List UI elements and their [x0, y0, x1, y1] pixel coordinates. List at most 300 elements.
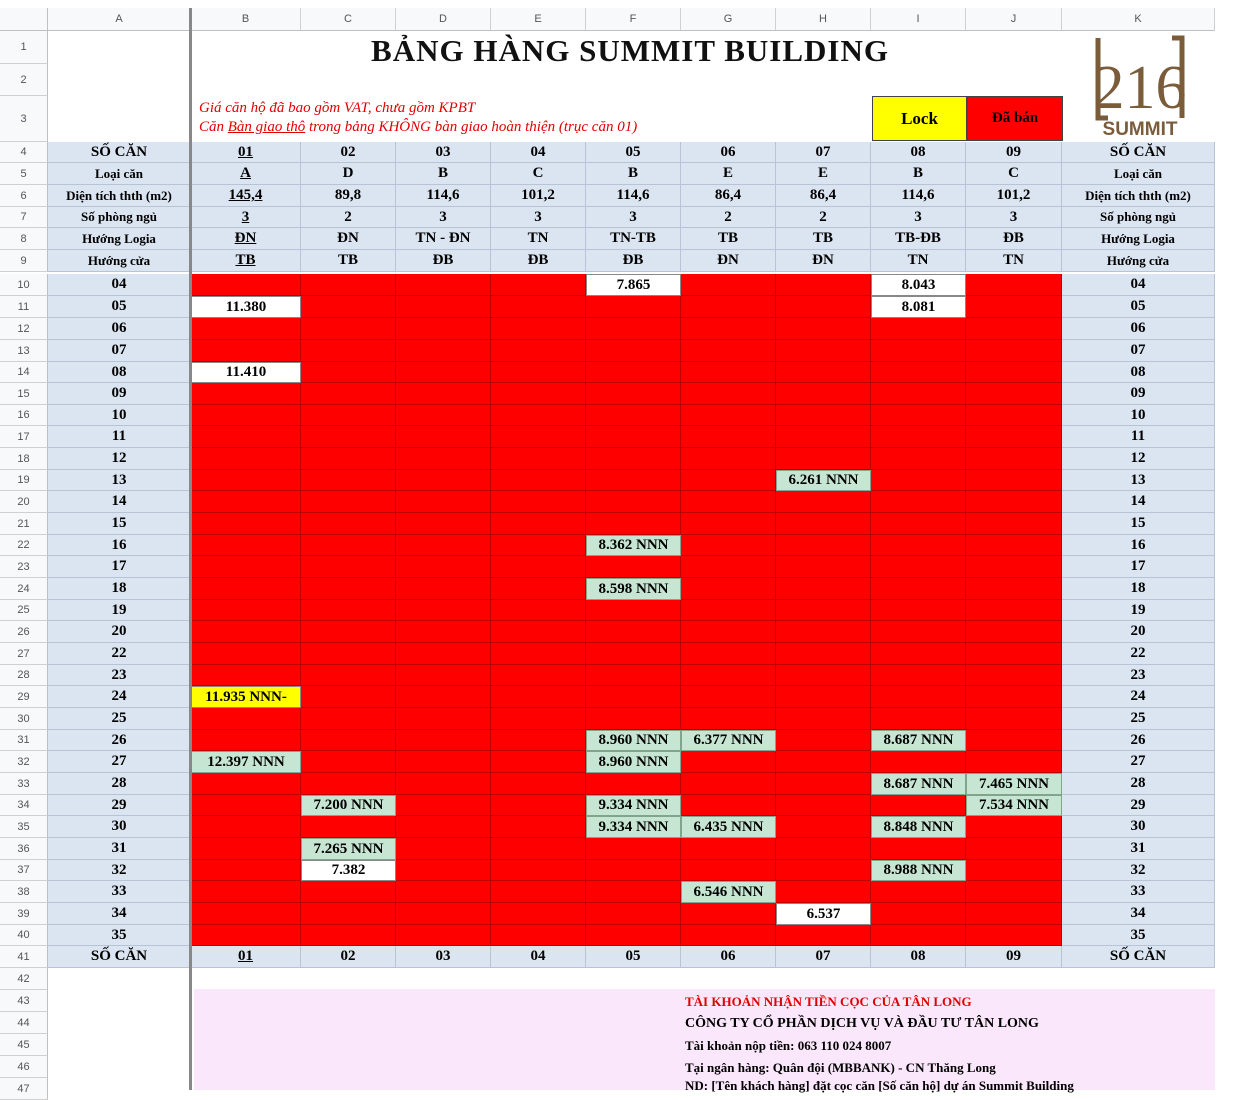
- unit-cell-sold[interactable]: [301, 773, 396, 795]
- unit-cell-sold[interactable]: [871, 881, 966, 903]
- unit-cell-sold[interactable]: [396, 405, 491, 426]
- unit-cell-sold[interactable]: [966, 643, 1062, 665]
- unit-cell-sold[interactable]: [491, 513, 586, 535]
- unit-cell-sold[interactable]: [871, 448, 966, 470]
- unit-cell-available[interactable]: 6.435 NNN: [681, 816, 776, 838]
- row-header-27[interactable]: 27: [0, 643, 48, 665]
- floor-label-right[interactable]: 34: [1062, 903, 1215, 925]
- unit-cell-sold[interactable]: [301, 686, 396, 708]
- unit-cell-sold[interactable]: [491, 795, 586, 816]
- row-header-15[interactable]: 15: [0, 383, 48, 405]
- unit-cell-sold[interactable]: [586, 448, 681, 470]
- footer-unit[interactable]: 03: [396, 946, 491, 968]
- unit-cell-available[interactable]: 8.687 NNN: [871, 730, 966, 751]
- footer-unit[interactable]: 01: [191, 946, 301, 968]
- unit-cell-sold[interactable]: [966, 274, 1062, 296]
- footer-unit[interactable]: 09: [966, 946, 1062, 968]
- unit-06-attr[interactable]: 2: [681, 207, 776, 228]
- unit-cell-sold[interactable]: [966, 296, 1062, 318]
- unit-cell-sold[interactable]: [396, 535, 491, 556]
- floor-label[interactable]: 35: [48, 925, 191, 946]
- floor-label[interactable]: 28: [48, 773, 191, 795]
- unit-cell-sold[interactable]: [776, 340, 871, 362]
- unit-cell-sold[interactable]: [191, 708, 301, 730]
- unit-cell-available[interactable]: 7.865: [586, 274, 681, 296]
- unit-cell-sold[interactable]: [191, 795, 301, 816]
- unit-cell-sold[interactable]: [776, 274, 871, 296]
- unit-06-attr[interactable]: E: [681, 163, 776, 185]
- floor-label-right[interactable]: 10: [1062, 405, 1215, 426]
- unit-cell-sold[interactable]: [966, 600, 1062, 621]
- unit-cell-sold[interactable]: [491, 362, 586, 383]
- unit-cell-sold[interactable]: [491, 751, 586, 773]
- floor-label[interactable]: 31: [48, 838, 191, 860]
- unit-cell-sold[interactable]: [776, 925, 871, 946]
- unit-cell-sold[interactable]: [966, 730, 1062, 751]
- row-header-40[interactable]: 40: [0, 925, 48, 946]
- unit-cell-sold[interactable]: [776, 795, 871, 816]
- unit-cell-sold[interactable]: [681, 491, 776, 513]
- header-label-right[interactable]: Số phòng ngủ: [1062, 207, 1215, 228]
- floor-label-right[interactable]: 12: [1062, 448, 1215, 470]
- floor-label[interactable]: 12: [48, 448, 191, 470]
- column-header-g[interactable]: G: [681, 8, 776, 31]
- unit-05-attr[interactable]: B: [586, 163, 681, 185]
- unit-cell-sold[interactable]: [301, 881, 396, 903]
- column-header-e[interactable]: E: [491, 8, 586, 31]
- unit-cell-sold[interactable]: [776, 621, 871, 643]
- unit-03-attr[interactable]: 3: [396, 207, 491, 228]
- floor-label-right[interactable]: 08: [1062, 362, 1215, 383]
- unit-cell-sold[interactable]: [396, 795, 491, 816]
- unit-cell-sold[interactable]: [871, 470, 966, 491]
- select-all-corner[interactable]: [0, 8, 48, 31]
- unit-02-attr[interactable]: TB: [301, 250, 396, 272]
- unit-09-attr[interactable]: ĐB: [966, 228, 1062, 250]
- row-header-3[interactable]: 3: [0, 96, 48, 142]
- unit-cell-sold[interactable]: [396, 730, 491, 751]
- floor-label[interactable]: 32: [48, 860, 191, 881]
- unit-cell-sold[interactable]: [776, 708, 871, 730]
- unit-cell-sold[interactable]: [396, 925, 491, 946]
- unit-cell-available[interactable]: 7.534 NNN: [966, 795, 1062, 816]
- unit-cell-sold[interactable]: [191, 860, 301, 881]
- floor-label[interactable]: 34: [48, 903, 191, 925]
- unit-cell-sold[interactable]: [191, 340, 301, 362]
- unit-cell-sold[interactable]: [586, 556, 681, 578]
- unit-cell-sold[interactable]: [966, 686, 1062, 708]
- row-header-14[interactable]: 14: [0, 362, 48, 383]
- unit-cell-sold[interactable]: [191, 816, 301, 838]
- floor-label[interactable]: 27: [48, 751, 191, 773]
- unit-07-attr[interactable]: 07: [776, 142, 871, 163]
- row-header-47[interactable]: 47: [0, 1078, 48, 1100]
- unit-08-attr[interactable]: TN: [871, 250, 966, 272]
- unit-cell-sold[interactable]: [396, 643, 491, 665]
- row-header-16[interactable]: 16: [0, 405, 48, 426]
- unit-cell-sold[interactable]: [586, 470, 681, 491]
- unit-cell-sold[interactable]: [396, 340, 491, 362]
- unit-cell-sold[interactable]: [301, 491, 396, 513]
- unit-09-attr[interactable]: TN: [966, 250, 1062, 272]
- unit-cell-available[interactable]: 7.200 NNN: [301, 795, 396, 816]
- unit-cell-sold[interactable]: [681, 621, 776, 643]
- unit-cell-sold[interactable]: [191, 556, 301, 578]
- footer-label[interactable]: SỐ CĂN: [48, 946, 191, 968]
- unit-cell-sold[interactable]: [966, 621, 1062, 643]
- unit-cell-sold[interactable]: [396, 708, 491, 730]
- unit-cell-sold[interactable]: [191, 578, 301, 600]
- unit-cell-sold[interactable]: [191, 881, 301, 903]
- column-header-j[interactable]: J: [966, 8, 1062, 31]
- unit-03-attr[interactable]: 114,6: [396, 185, 491, 207]
- unit-08-attr[interactable]: 3: [871, 207, 966, 228]
- unit-cell-sold[interactable]: [301, 513, 396, 535]
- unit-cell-sold[interactable]: [191, 535, 301, 556]
- unit-cell-sold[interactable]: [871, 426, 966, 448]
- unit-07-attr[interactable]: 86,4: [776, 185, 871, 207]
- unit-cell-sold[interactable]: [396, 556, 491, 578]
- unit-cell-sold[interactable]: [681, 600, 776, 621]
- footer-unit[interactable]: 07: [776, 946, 871, 968]
- unit-08-attr[interactable]: 114,6: [871, 185, 966, 207]
- unit-cell-sold[interactable]: [491, 730, 586, 751]
- column-header-i[interactable]: I: [871, 8, 966, 31]
- row-header-24[interactable]: 24: [0, 578, 48, 600]
- unit-cell-sold[interactable]: [491, 773, 586, 795]
- unit-cell-sold[interactable]: [191, 903, 301, 925]
- unit-cell-sold[interactable]: [301, 426, 396, 448]
- unit-cell-sold[interactable]: [681, 535, 776, 556]
- floor-label[interactable]: 08: [48, 362, 191, 383]
- unit-08-attr[interactable]: TB-ĐB: [871, 228, 966, 250]
- unit-cell-sold[interactable]: [191, 491, 301, 513]
- unit-cell-sold[interactable]: [681, 925, 776, 946]
- column-header-a[interactable]: A: [48, 8, 191, 31]
- unit-cell-sold[interactable]: [396, 383, 491, 405]
- unit-cell-sold[interactable]: [681, 578, 776, 600]
- unit-cell-sold[interactable]: [871, 643, 966, 665]
- row-header-44[interactable]: 44: [0, 1012, 48, 1034]
- unit-cell-sold[interactable]: [871, 340, 966, 362]
- unit-cell-sold[interactable]: [491, 578, 586, 600]
- unit-cell-sold[interactable]: [491, 274, 586, 296]
- floor-label-right[interactable]: 18: [1062, 578, 1215, 600]
- unit-cell-sold[interactable]: [301, 621, 396, 643]
- unit-cell-sold[interactable]: [301, 751, 396, 773]
- unit-cell-sold[interactable]: [491, 405, 586, 426]
- unit-cell-available[interactable]: 7.265 NNN: [301, 838, 396, 860]
- column-header-b[interactable]: B: [191, 8, 301, 31]
- unit-cell-sold[interactable]: [191, 448, 301, 470]
- unit-cell-sold[interactable]: [191, 925, 301, 946]
- unit-cell-sold[interactable]: [871, 556, 966, 578]
- unit-cell-sold[interactable]: [491, 686, 586, 708]
- unit-cell-sold[interactable]: [966, 318, 1062, 340]
- floor-label[interactable]: 18: [48, 578, 191, 600]
- header-label-right[interactable]: SỐ CĂN: [1062, 142, 1215, 163]
- frozen-column-divider[interactable]: [189, 8, 192, 1090]
- unit-07-attr[interactable]: 2: [776, 207, 871, 228]
- unit-cell-sold[interactable]: [871, 621, 966, 643]
- row-header-4[interactable]: 4: [0, 142, 48, 163]
- unit-cell-sold[interactable]: [396, 470, 491, 491]
- unit-04-attr[interactable]: C: [491, 163, 586, 185]
- floor-label[interactable]: 04: [48, 274, 191, 296]
- floor-label-right[interactable]: 33: [1062, 881, 1215, 903]
- unit-cell-sold[interactable]: [871, 600, 966, 621]
- unit-cell-sold[interactable]: [871, 318, 966, 340]
- row-header-43[interactable]: 43: [0, 990, 48, 1012]
- unit-cell-sold[interactable]: [871, 383, 966, 405]
- unit-07-attr[interactable]: TB: [776, 228, 871, 250]
- unit-cell-sold[interactable]: [776, 686, 871, 708]
- unit-cell-sold[interactable]: [776, 665, 871, 686]
- unit-cell-sold[interactable]: [301, 903, 396, 925]
- floor-label-right[interactable]: 23: [1062, 665, 1215, 686]
- unit-cell-sold[interactable]: [301, 383, 396, 405]
- header-label-right[interactable]: Loại căn: [1062, 163, 1215, 185]
- unit-01-attr[interactable]: 01: [191, 142, 301, 163]
- unit-cell-sold[interactable]: [966, 578, 1062, 600]
- column-header-h[interactable]: H: [776, 8, 871, 31]
- unit-cell-sold[interactable]: [491, 708, 586, 730]
- floor-label-right[interactable]: 26: [1062, 730, 1215, 751]
- unit-09-attr[interactable]: 3: [966, 207, 1062, 228]
- unit-cell-sold[interactable]: [966, 881, 1062, 903]
- unit-cell-sold[interactable]: [871, 686, 966, 708]
- floor-label[interactable]: 07: [48, 340, 191, 362]
- unit-cell-sold[interactable]: [301, 470, 396, 491]
- unit-cell-sold[interactable]: [301, 318, 396, 340]
- row-header-22[interactable]: 22: [0, 535, 48, 556]
- row-header-11[interactable]: 11: [0, 296, 48, 318]
- unit-04-attr[interactable]: TN: [491, 228, 586, 250]
- unit-cell-sold[interactable]: [491, 556, 586, 578]
- unit-cell-sold[interactable]: [871, 925, 966, 946]
- unit-cell-sold[interactable]: [681, 556, 776, 578]
- unit-cell-sold[interactable]: [396, 448, 491, 470]
- unit-cell-sold[interactable]: [681, 296, 776, 318]
- unit-cell-sold[interactable]: [681, 751, 776, 773]
- unit-cell-sold[interactable]: [776, 578, 871, 600]
- unit-cell-sold[interactable]: [491, 491, 586, 513]
- unit-cell-sold[interactable]: [586, 773, 681, 795]
- floor-label-right[interactable]: 25: [1062, 708, 1215, 730]
- floor-label[interactable]: 33: [48, 881, 191, 903]
- footer-unit[interactable]: 08: [871, 946, 966, 968]
- unit-cell-sold[interactable]: [681, 513, 776, 535]
- floor-label-right[interactable]: 24: [1062, 686, 1215, 708]
- column-header-d[interactable]: D: [396, 8, 491, 31]
- unit-cell-sold[interactable]: [301, 665, 396, 686]
- unit-cell-sold[interactable]: [966, 491, 1062, 513]
- unit-04-attr[interactable]: 101,2: [491, 185, 586, 207]
- unit-cell-sold[interactable]: [491, 903, 586, 925]
- unit-cell-available[interactable]: 7.465 NNN: [966, 773, 1062, 795]
- unit-01-attr[interactable]: A: [191, 163, 301, 185]
- unit-cell-sold[interactable]: [586, 665, 681, 686]
- unit-cell-sold[interactable]: [301, 730, 396, 751]
- row-header-34[interactable]: 34: [0, 795, 48, 816]
- unit-cell-available[interactable]: 8.081: [871, 296, 966, 318]
- header-label[interactable]: SỐ CĂN: [48, 142, 191, 163]
- unit-cell-sold[interactable]: [586, 426, 681, 448]
- unit-cell-available[interactable]: 8.960 NNN: [586, 751, 681, 773]
- unit-cell-sold[interactable]: [191, 643, 301, 665]
- unit-cell-available[interactable]: 11.410: [191, 362, 301, 383]
- unit-cell-sold[interactable]: [191, 318, 301, 340]
- unit-cell-available[interactable]: 12.397 NNN: [191, 751, 301, 773]
- unit-cell-sold[interactable]: [396, 513, 491, 535]
- unit-cell-sold[interactable]: [681, 903, 776, 925]
- row-header-26[interactable]: 26: [0, 621, 48, 643]
- unit-cell-sold[interactable]: [396, 274, 491, 296]
- unit-cell-available[interactable]: 6.377 NNN: [681, 730, 776, 751]
- unit-cell-sold[interactable]: [491, 535, 586, 556]
- unit-cell-sold[interactable]: [191, 730, 301, 751]
- unit-cell-sold[interactable]: [396, 773, 491, 795]
- unit-cell-sold[interactable]: [776, 838, 871, 860]
- unit-03-attr[interactable]: 03: [396, 142, 491, 163]
- unit-cell-sold[interactable]: [396, 362, 491, 383]
- unit-cell-sold[interactable]: [586, 405, 681, 426]
- unit-04-attr[interactable]: 3: [491, 207, 586, 228]
- unit-cell-sold[interactable]: [191, 838, 301, 860]
- unit-cell-sold[interactable]: [681, 383, 776, 405]
- unit-cell-sold[interactable]: [871, 708, 966, 730]
- floor-label-right[interactable]: 13: [1062, 470, 1215, 491]
- floor-label-right[interactable]: 09: [1062, 383, 1215, 405]
- floor-label-right[interactable]: 19: [1062, 600, 1215, 621]
- row-header-30[interactable]: 30: [0, 708, 48, 730]
- unit-cell-sold[interactable]: [681, 665, 776, 686]
- unit-cell-sold[interactable]: [776, 513, 871, 535]
- unit-cell-sold[interactable]: [871, 665, 966, 686]
- unit-cell-sold[interactable]: [396, 491, 491, 513]
- floor-label-right[interactable]: 29: [1062, 795, 1215, 816]
- unit-cell-sold[interactable]: [301, 643, 396, 665]
- floor-label[interactable]: 29: [48, 795, 191, 816]
- unit-cell-sold[interactable]: [871, 405, 966, 426]
- unit-cell-sold[interactable]: [871, 491, 966, 513]
- unit-cell-sold[interactable]: [776, 816, 871, 838]
- unit-02-attr[interactable]: 02: [301, 142, 396, 163]
- row-header-29[interactable]: 29: [0, 686, 48, 708]
- floor-label-right[interactable]: 05: [1062, 296, 1215, 318]
- header-label[interactable]: Loại căn: [48, 163, 191, 185]
- unit-cell-sold[interactable]: [966, 838, 1062, 860]
- unit-cell-sold[interactable]: [776, 643, 871, 665]
- unit-cell-available[interactable]: 9.334 NNN: [586, 795, 681, 816]
- unit-cell-sold[interactable]: [491, 838, 586, 860]
- unit-03-attr[interactable]: B: [396, 163, 491, 185]
- unit-cell-sold[interactable]: [871, 362, 966, 383]
- footer-unit[interactable]: 02: [301, 946, 396, 968]
- unit-cell-sold[interactable]: [776, 318, 871, 340]
- unit-cell-sold[interactable]: [871, 578, 966, 600]
- unit-cell-sold[interactable]: [586, 708, 681, 730]
- unit-cell-sold[interactable]: [776, 773, 871, 795]
- unit-cell-available[interactable]: 7.382: [301, 860, 396, 881]
- unit-cell-sold[interactable]: [491, 816, 586, 838]
- row-header-35[interactable]: 35: [0, 816, 48, 838]
- unit-cell-sold[interactable]: [491, 621, 586, 643]
- row-header-42[interactable]: 42: [0, 968, 48, 990]
- unit-cell-sold[interactable]: [681, 318, 776, 340]
- unit-cell-available[interactable]: 8.960 NNN: [586, 730, 681, 751]
- unit-cell-sold[interactable]: [776, 556, 871, 578]
- header-label-right[interactable]: Hướng Logia: [1062, 228, 1215, 250]
- row-header-28[interactable]: 28: [0, 665, 48, 686]
- unit-02-attr[interactable]: ĐN: [301, 228, 396, 250]
- unit-cell-sold[interactable]: [776, 426, 871, 448]
- unit-cell-sold[interactable]: [776, 405, 871, 426]
- unit-cell-sold[interactable]: [396, 426, 491, 448]
- unit-cell-sold[interactable]: [586, 925, 681, 946]
- unit-cell-sold[interactable]: [491, 448, 586, 470]
- unit-cell-sold[interactable]: [586, 513, 681, 535]
- unit-cell-available[interactable]: 8.362 NNN: [586, 535, 681, 556]
- unit-cell-sold[interactable]: [191, 665, 301, 686]
- unit-cell-sold[interactable]: [776, 491, 871, 513]
- unit-cell-available[interactable]: 6.537: [776, 903, 871, 925]
- row-header-32[interactable]: 32: [0, 751, 48, 773]
- unit-cell-sold[interactable]: [776, 296, 871, 318]
- unit-cell-sold[interactable]: [776, 362, 871, 383]
- unit-cell-sold[interactable]: [491, 665, 586, 686]
- floor-label[interactable]: 10: [48, 405, 191, 426]
- unit-cell-sold[interactable]: [191, 600, 301, 621]
- row-header-23[interactable]: 23: [0, 556, 48, 578]
- unit-cell-sold[interactable]: [396, 296, 491, 318]
- unit-06-attr[interactable]: TB: [681, 228, 776, 250]
- unit-07-attr[interactable]: ĐN: [776, 250, 871, 272]
- unit-05-attr[interactable]: 3: [586, 207, 681, 228]
- unit-cell-sold[interactable]: [491, 340, 586, 362]
- unit-cell-sold[interactable]: [396, 318, 491, 340]
- unit-09-attr[interactable]: 09: [966, 142, 1062, 163]
- unit-cell-sold[interactable]: [681, 405, 776, 426]
- unit-cell-sold[interactable]: [301, 274, 396, 296]
- unit-cell-sold[interactable]: [586, 838, 681, 860]
- unit-cell-sold[interactable]: [776, 730, 871, 751]
- unit-04-attr[interactable]: 04: [491, 142, 586, 163]
- row-header-41[interactable]: 41: [0, 946, 48, 968]
- unit-cell-sold[interactable]: [586, 296, 681, 318]
- header-label[interactable]: Hướng cửa: [48, 250, 191, 272]
- floor-label[interactable]: 22: [48, 643, 191, 665]
- unit-cell-sold[interactable]: [681, 340, 776, 362]
- unit-cell-available[interactable]: 8.043: [871, 274, 966, 296]
- unit-cell-sold[interactable]: [586, 881, 681, 903]
- unit-cell-sold[interactable]: [681, 708, 776, 730]
- floor-label[interactable]: 19: [48, 600, 191, 621]
- floor-label-right[interactable]: 32: [1062, 860, 1215, 881]
- row-header-8[interactable]: 8: [0, 228, 48, 250]
- unit-cell-sold[interactable]: [966, 448, 1062, 470]
- unit-cell-sold[interactable]: [301, 405, 396, 426]
- header-label-right[interactable]: Diện tích thth (m2): [1062, 185, 1215, 207]
- unit-cell-sold[interactable]: [966, 751, 1062, 773]
- unit-cell-sold[interactable]: [586, 383, 681, 405]
- unit-cell-sold[interactable]: [586, 340, 681, 362]
- unit-cell-sold[interactable]: [681, 362, 776, 383]
- unit-cell-sold[interactable]: [491, 318, 586, 340]
- unit-06-attr[interactable]: 86,4: [681, 185, 776, 207]
- unit-cell-sold[interactable]: [776, 881, 871, 903]
- unit-cell-sold[interactable]: [681, 426, 776, 448]
